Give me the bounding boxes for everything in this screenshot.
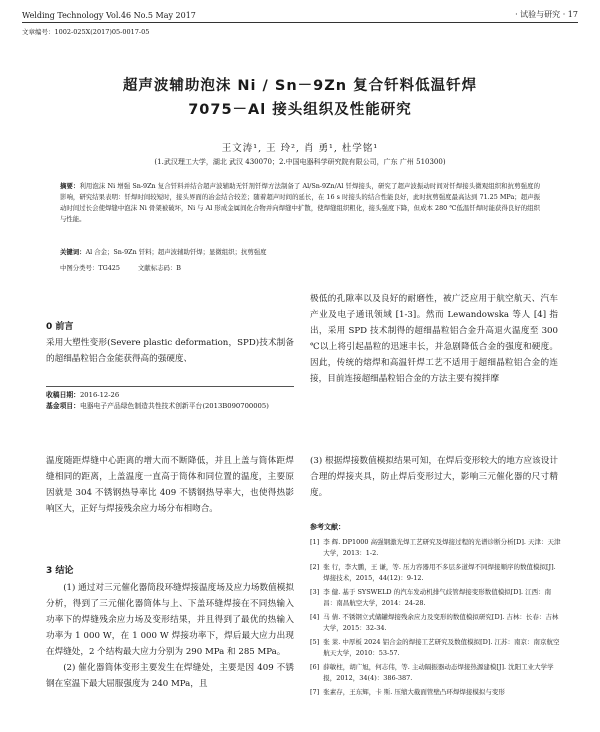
article-number: 文章编号：1002-025X(2017)05-0017-05 xyxy=(22,28,150,36)
title-line-1: 超声波辅助泡沫 Ni / Sn－9Zn 复合钎料低温钎焊 xyxy=(122,78,478,94)
document-code: 文献标志码：B xyxy=(137,264,181,272)
running-header xyxy=(22,6,578,23)
conclusions xyxy=(46,580,294,692)
abstract xyxy=(60,181,540,225)
section-page: · 试验与研究 · 17 xyxy=(515,10,578,19)
journal-info: Welding Technology Vol.46 No.5 May 2017 xyxy=(22,11,196,20)
conclusion-2: (2) 催化器筒体变形主要发生在焊缝处，主要是因 409 不锈钢在室温下最大屈服强度为 240 MPa，且 xyxy=(46,663,294,689)
body-left-mid: 温度随距焊缝中心距离的增大而不断降低，并且上盖与筒体距焊缝相同的距离，上盖温度一直高于筒体和同位置的温度，主要原因就是 304 不锈钢热导率比 409 不锈钢热导率大，也使得热影响区大，正好与焊接残余应力场分布相吻合。 xyxy=(46,456,294,514)
reference-text: 张素存，王东辉，卡 斯. 压缩大截面管壁凸环焊焊接模拟与变形 xyxy=(323,688,505,696)
section-3-heading: 3 结论 xyxy=(46,566,74,576)
conclusion-1: (1) 通过对三元催化器筒段环缝焊接温度场及应力场数值模拟分析，得到了三元催化器筒体与上、下盖环缝焊接在不同热输入功率下的焊缝残余应力场及变形结果，并且得到了最优的热输入功率为 1 000 W，在 1 000 W 焊接功率下，焊后最大应力出现在焊缝处，2 个结构最大应力分别为 290 MPa 和 285 MPa。 xyxy=(46,583,294,657)
references-title: 参考文献： xyxy=(310,522,345,531)
keywords-label: 关键词： xyxy=(60,248,86,256)
intro-right: 极低的孔隙率以及良好的耐磨性，被广泛应用于航空航天、汽车产业及电子通讯领域 [1-3]。然而 Lewandowska 等人 [4] 指出，采用 SPD 技术制得的超细晶粒铝合金升高退火温度至 300 ℃以上将引起晶粒的迅速丰长，并急剧降低合金的强度和硬度。因此，传统的熔焊和高温钎焊工艺不适用于超细晶粒铝合金的连接，目前连接超细晶粒铝合金的方法主要有搅拌摩 xyxy=(310,294,558,384)
received-label: 收稿日期： xyxy=(46,391,80,399)
section-0-heading: 0 前言 xyxy=(46,322,74,332)
reference-text: 李 辉. DP1000 高强钢激光焊工艺研究及焊接过程的光谱诊断分析[D]. 天津：天津大学，2013：1-2. xyxy=(323,538,561,557)
reference-number: [3] xyxy=(310,588,320,596)
reference-number: [1] xyxy=(310,538,320,546)
project-value: 电器电子产品绿色制造共性技术创新平台(2013B090700005) xyxy=(79,402,269,410)
abstract-label: 摘要： xyxy=(60,182,80,190)
reference-item xyxy=(310,562,562,584)
reference-text: 薛敏柱，胡广旭，何志伟，等. 主动隔振器动态焊接热源建模[J]. 沈阳工业大学学报，2012，34(4)：386-387. xyxy=(323,663,554,682)
references-list xyxy=(310,537,562,701)
keywords xyxy=(60,247,540,256)
reference-item xyxy=(310,612,562,634)
reference-text: 张 莱. 中厚板 2024 铝合金的焊接工艺研究及数值模拟[D]. 江苏：南京：南京航空航天大学，2010：53-57. xyxy=(323,638,560,657)
classification xyxy=(60,263,540,272)
reference-item xyxy=(310,587,562,609)
reference-text: 张 行，李大鹏，王 谦，等. 压力容器用不多层多道焊不同焊接顺序的数值模拟[J]. 焊接技术，2015，44(12)：9-12. xyxy=(323,563,556,582)
body-right-mid: (3) 根据焊接数值模拟结果可知，在焊后变形较大的地方应该设计合理的焊接夹具，防止焊后变形过大，影响三元催化器的尺寸精度。 xyxy=(310,456,558,498)
abstract-text: 利用泡沫 Ni 增强 Sn-9Zn 复合钎料并结合超声波辅助无钎剂钎焊方法制备了 Al/Sn-9Zn/Al 钎焊接头，研究了超声波振动时间对钎焊接头微观组织和抗剪强度的影响，研究结果表明：钎焊时间较短时，接头界面的冶金结合较差；随着超声时间的延长，在 16 s 时接头的结合性能良好，此时抗剪强度最高达到 71.25 MPa；超声振动时间过长会使焊缝中泡沫 Ni 骨架被破坏，Ni 与 Al 形成金属间化合物并向焊缝中扩散，使焊缝组织粗化，接头强度下降，但成本 280 ℃低温钎焊时能获得良好的组织与性能。 xyxy=(60,182,540,223)
received-value: 2016-12-26 xyxy=(79,391,120,399)
authors: 王文涛¹, 王 玲², 肖 勇¹, 杜学铭¹ xyxy=(221,143,379,154)
reference-item xyxy=(310,687,562,698)
received-date xyxy=(46,390,294,401)
keywords-text: Al 合金；Sn-9Zn 钎料；超声波辅助钎焊；显微组织；抗剪强度 xyxy=(85,248,267,256)
reference-item xyxy=(310,537,562,559)
clc-number: 中图分类号：TG425 xyxy=(60,264,120,272)
intro-left: 采用大塑性变形(Severe plastic deformation，SPD)技术制备的超细晶粒铝合金能获得高的强硬度、 xyxy=(46,338,294,364)
reference-item xyxy=(310,637,562,659)
project-label: 基金项目： xyxy=(46,402,80,410)
reference-number: [2] xyxy=(310,563,320,571)
reference-number: [6] xyxy=(310,663,320,671)
reference-item xyxy=(310,662,562,684)
reference-number: [5] xyxy=(310,638,320,646)
project-info xyxy=(46,401,294,412)
funding-note xyxy=(46,386,294,412)
affiliation: (1.武汉理工大学，湖北 武汉 430070；2.中国电器科学研究院有限公司，广东 广州 510300) xyxy=(154,158,446,166)
title-line-2: 7075－Al 接头组织及性能研究 xyxy=(188,102,412,118)
reference-number: [4] xyxy=(310,613,320,621)
reference-number: [7] xyxy=(310,688,320,696)
reference-text: 李 健. 基于 SYSWELD 的汽车发动机排气歧管焊接变形数值模拟[D]. 江西：南昌：南昌航空大学，2014：24-28. xyxy=(323,588,552,607)
reference-text: 马 倩. 不锈钢立式储罐焊接残余应力及变形的数值模拟研究[D]. 吉林：长春：吉林大学，2015：32-34. xyxy=(323,613,559,632)
